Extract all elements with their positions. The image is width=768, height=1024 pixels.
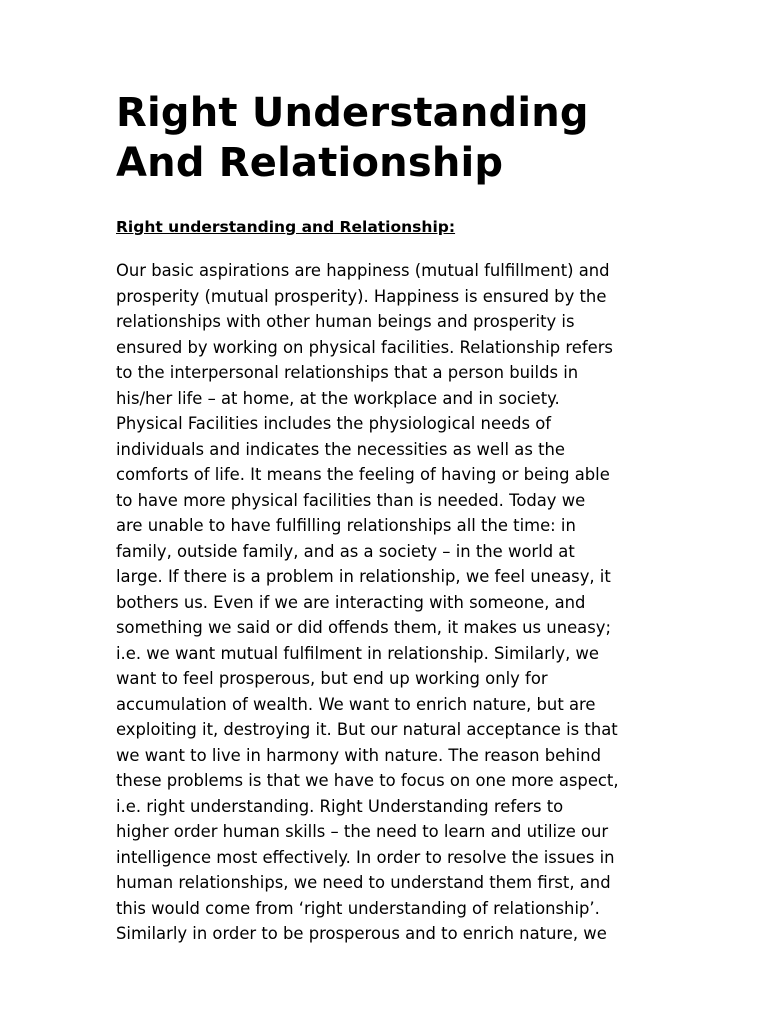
body-line: human relationships, we need to understand them first, and [116, 873, 611, 892]
body-line: this would come from ‘right understanding of relationship’. [116, 898, 600, 918]
body-line: prosperity (mutual prosperity). Happiness is ensured by the [116, 286, 607, 306]
body-line: accumulation of wealth. We want to enrich nature, but are [116, 694, 596, 714]
body-line: to the interpersonal relationships that a person builds in [116, 363, 579, 382]
body-line: we want to live in harmony with nature. The reason behind [116, 745, 601, 765]
body-line: i.e. we want mutual fulfilment in relationship. Similarly, we [116, 643, 599, 663]
body-line: i.e. right understanding. Right Understanding refers to [116, 796, 564, 816]
body-line: higher order human skills – the need to learn and utilize our [116, 822, 609, 841]
body-line: ensured by working on physical facilities. Relationship refers [116, 337, 613, 357]
body-line: intelligence most effectively. In order to resolve the issues in [116, 847, 615, 867]
body-line: individuals and indicates the necessities as well as the [116, 439, 565, 459]
body-line: large. If there is a problem in relationship, we feel uneasy, it [116, 567, 611, 586]
body-line: bothers us. Even if we are interacting with someone, and [116, 592, 586, 612]
page-content [116, 88, 656, 947]
body-line: comforts of life. It means the feeling of having or being able [116, 465, 610, 484]
body-line: Our basic aspirations are happiness (mutual fulfillment) and [116, 261, 610, 280]
body-line: are unable to have fulfilling relationships all the time: in [116, 516, 576, 535]
body-line: something we said or did offends them, it makes us uneasy; [116, 618, 611, 637]
body-paragraph [116, 258, 656, 947]
body-line: family, outside family, and as a society – in the world at [116, 541, 575, 561]
body-line: Similarly in order to be prosperous and to enrich nature, we [116, 924, 607, 943]
body-line: to have more physical facilities than is needed. Today we [116, 490, 586, 510]
title-line: Right Understanding [116, 90, 589, 136]
title-line: And Relationship [116, 140, 504, 186]
body-line: exploiting it, destroying it. But our natural acceptance is that [116, 720, 618, 739]
body-line: want to feel prosperous, but end up working only for [116, 669, 548, 688]
body-line: Physical Facilities includes the physiological needs of [116, 414, 552, 433]
section-heading: Right understanding and Relationship: [116, 218, 456, 236]
document-title [116, 88, 656, 188]
body-line: relationships with other human beings and prosperity is [116, 312, 575, 331]
body-line: these problems is that we have to focus on one more aspect, [116, 771, 619, 790]
body-line: his/her life – at home, at the workplace and in society. [116, 388, 560, 408]
